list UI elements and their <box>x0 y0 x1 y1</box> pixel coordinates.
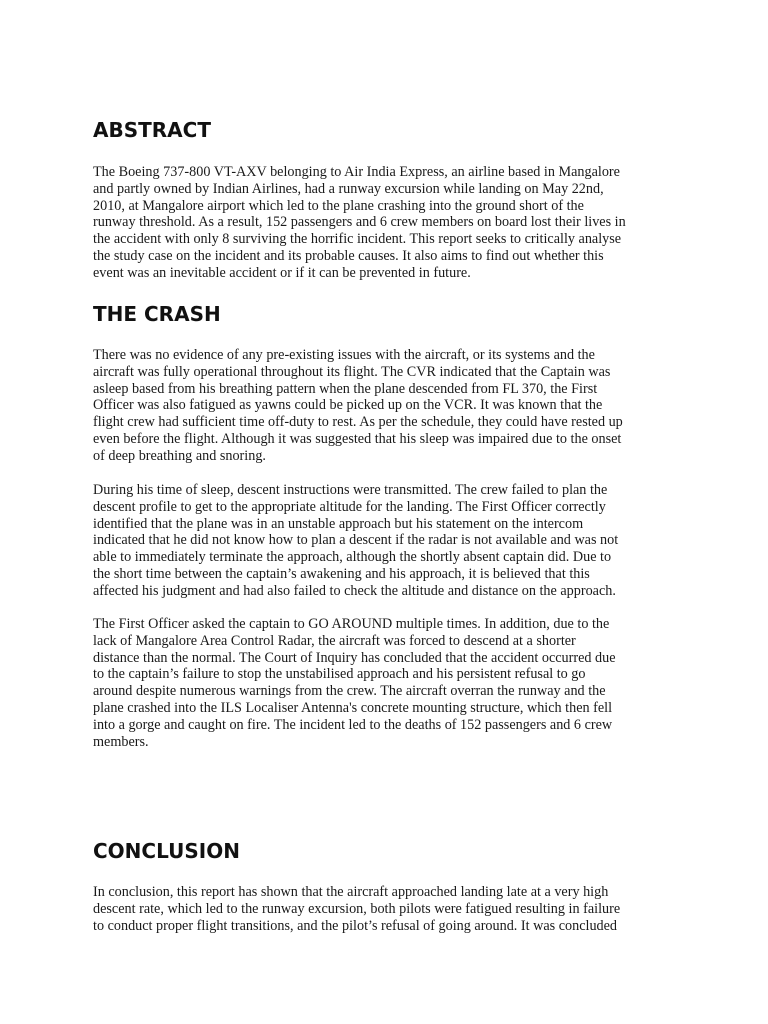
crash-paragraph-1: There was no evidence of any pre-existing issues with the aircraft, or its systems and the aircraft was fully operational throughout its flight. The CVR indicated that the Captain was asleep based from his breathing pattern when the plane descended from FL 370, the First Officer was also fatigued as yawns could be picked up on the VCR. It was known that the flight crew had sufficient time off-duty to rest. As per the schedule, they could have rested up even before the flight. Although it was suggested that his sleep was impaired due to the onset of deep breathing and snoring. <box>93 347 623 464</box>
crash-heading: THE CRASH <box>93 302 221 326</box>
conclusion-heading: CONCLUSION <box>93 839 240 863</box>
abstract-paragraph: The Boeing 737-800 VT-AXV belonging to Air India Express, an airline based in Mangalore and partly owned by Indian Airlines, had a runway excursion while landing on May 22nd, 2010, at Mangalore airport which led to the plane crashing into the ground short of the runway threshold. As a result, 152 passengers and 6 crew members on board lost their lives in the accident with only 8 surviving the horrific incident. This report seeks to critically analyse the study case on the incident and its probable causes. It also aims to find out whether this event was an inevitable accident or if it can be prevented in future. <box>93 164 626 281</box>
crash-paragraph-2: During his time of sleep, descent instructions were transmitted. The crew failed to plan the descent profile to get to the appropriate altitude for the landing. The First Officer correctly identified that the plane was in an unstable approach but his statement on the intercom indicated that he did not know how to plan a descent if the radar is not available and was not able to immediately terminate the approach, although the shortly absent captain did. Due to the short time between the captain’s awakening and his approach, it is believed that this affected his judgment and had also failed to check the altitude and distance on the approach. <box>93 482 619 599</box>
conclusion-paragraph: In conclusion, this report has shown that the aircraft approached landing late at a very high descent rate, which led to the runway excursion, both pilots were fatigued resulting in failure to conduct proper flight transitions, and the pilot’s refusal of going around. It was concluded <box>93 884 621 934</box>
crash-paragraph-3: The First Officer asked the captain to GO AROUND multiple times. In addition, due to the lack of Mangalore Area Control Radar, the aircraft was forced to descend at a shorter distance than the normal. The Court of Inquiry has concluded that the accident occurred due to the captain’s failure to stop the unstabilised approach and his persistent refusal to go around despite numerous warnings from the crew. The aircraft overran the runway and the plane crashed into the ILS Localiser Antenna's concrete mounting structure, which then fell into a gorge and caught on fire. The incident led to the deaths of 152 passengers and 6 crew members. <box>93 616 616 750</box>
abstract-heading: ABSTRACT <box>93 118 211 142</box>
